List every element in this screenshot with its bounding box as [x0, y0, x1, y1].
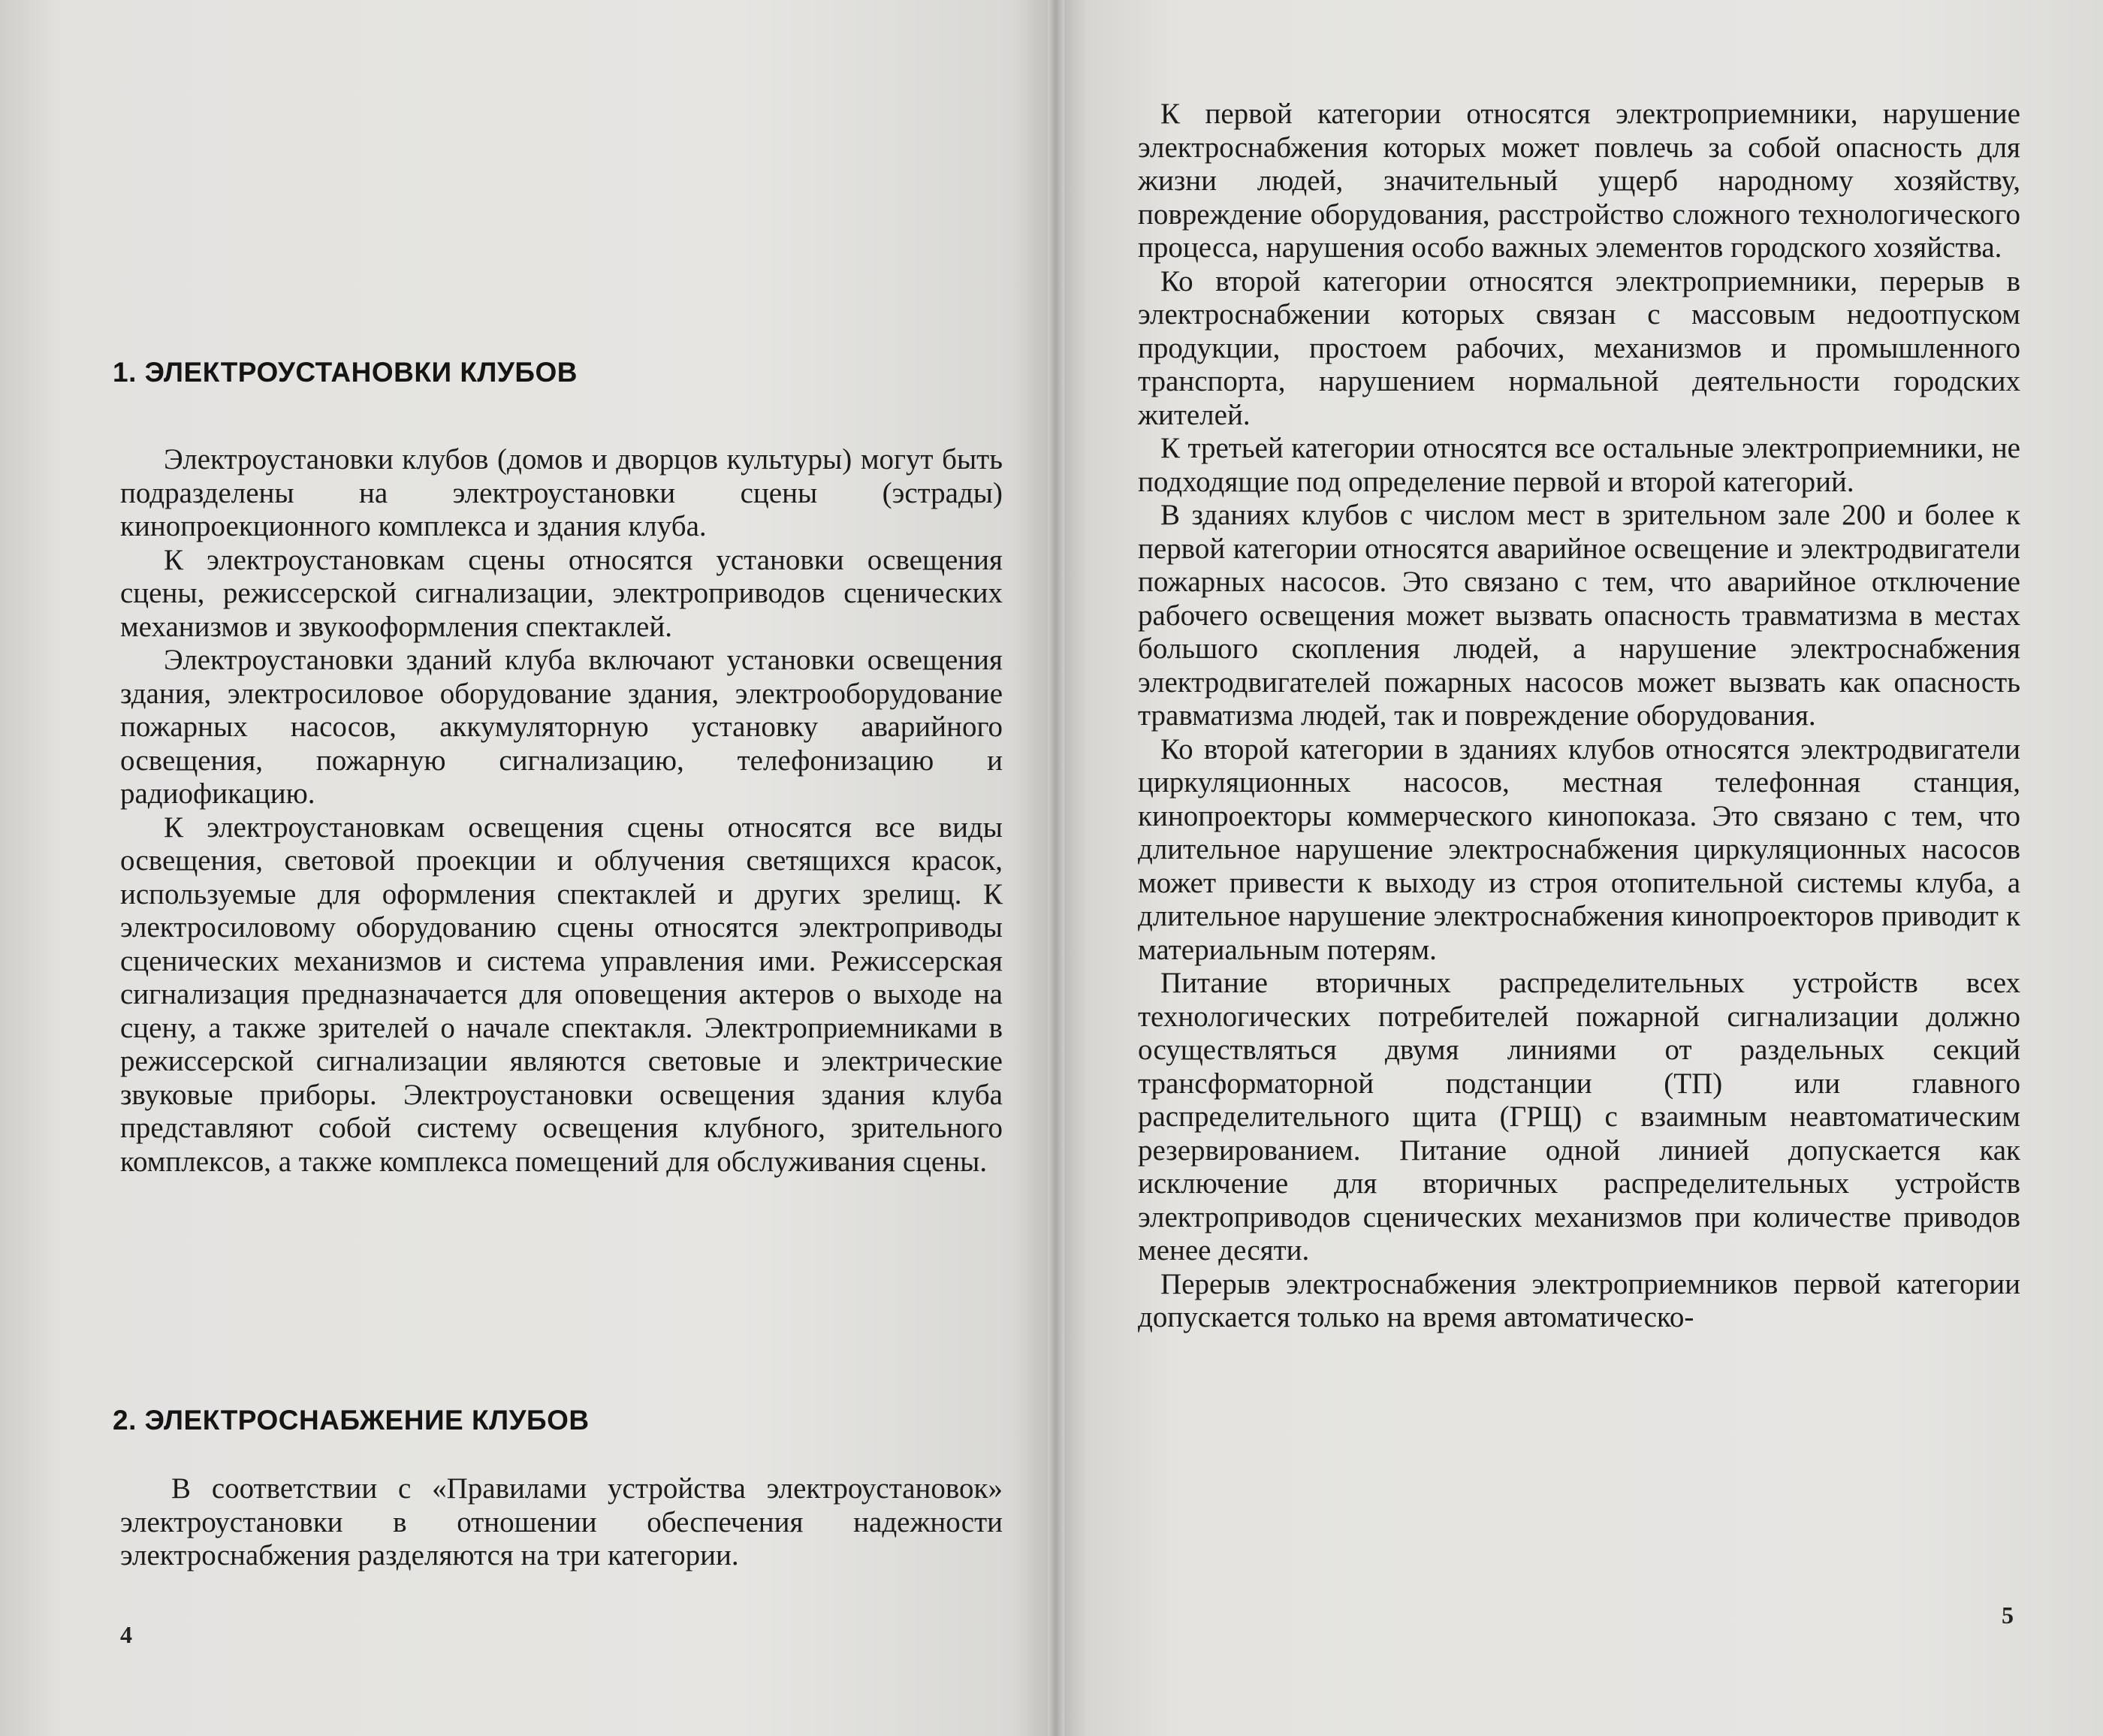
book-gutter: [1048, 0, 1064, 1736]
paragraph: В соответствии с «Правилами устройства электроустановок» электроустановки в отношении обеспечения надежности электроснабжения разделяются на три категории.: [120, 1472, 1003, 1571]
right-text-column: [1138, 98, 2020, 1335]
paragraph: Электроустановки зданий клуба включают установки освещения здания, электросиловое оборудование здания, электрооборудование пожарных насосов, аккумуляторную установку аварийного освещения, пожарную сигнализацию, телефонизацию и радиофикацию.: [120, 644, 1003, 810]
paragraph: К третьей категории относятся все остальные электроприемники, не подходящие под определение первой и второй категорий.: [1138, 432, 2020, 498]
right-page: [1055, 0, 2103, 1736]
page-number: 4: [120, 1621, 132, 1648]
left-text-column-a: [120, 443, 1003, 1179]
paragraph: Ко второй категории в зданиях клубов относятся электродвигатели циркуляционных насосов, местная телефонная станция, кинопроекторы коммерческого кинопоказа. Это связано с тем, что длительное нарушение электроснабжения циркуляционных насосов может привести к выходу из строя отопительной системы клуба, а длительное нарушение электроснабжения кинопроекторов приводит к материальным потерям.: [1138, 732, 2020, 966]
page-number: 5: [2002, 1602, 2014, 1629]
paragraph: Электроустановки клубов (домов и дворцов культуры) могут быть подразделены на электроустановки сцены (эстрады) кинопроекционного комплекса и здания клуба.: [120, 443, 1003, 542]
paragraph: К электроустановкам сцены относятся установки освещения сцены, режиссерской сигнализации, электроприводов сценических механизмов и звукооформления спектаклей.: [120, 543, 1003, 643]
left-text-column-b: [120, 1472, 1003, 1573]
section-heading-1: 1. ЭЛЕКТРОУСТАНОВКИ КЛУБОВ: [113, 357, 578, 388]
paragraph: К первой категории относятся электроприемники, нарушение электроснабжения которых может повлечь за собой опасность для жизни людей, значительный ущерб народному хозяйству, повреждение оборудования, расстройство сложного технологического процесса, нарушения особо важных элементов городского хозяйства.: [1138, 98, 2020, 264]
paragraph: Питание вторичных распределительных устройств всех технологических потребителей пожарной сигнализации должно осуществляться двумя линиями от раздельных секций трансформаторной подстанции (ТП) или главного распределительного щита (ГРЩ) с взаимным неавтоматическим резервированием. Питание одной линией допускается как исключение для вторичных распределительных устройств электроприводов сценических механизмов при количестве приводов менее десяти.: [1138, 967, 2020, 1267]
paragraph: Ко второй категории относятся электроприемники, перерыв в электроснабжении которых связан с массовым недоотпуском продукции, простоем рабочих, механизмов и промышленного транспорта, нарушением нормальной деятельности городских жителей.: [1138, 264, 2020, 431]
section-heading-2: 2. ЭЛЕКТРОСНАБЖЕНИЕ КЛУБОВ: [113, 1405, 590, 1436]
paragraph: Перерыв электроснабжения электроприемников первой категории допускается только на время автоматическо-: [1138, 1267, 2020, 1333]
paragraph: К электроустановкам освещения сцены относятся все виды освещения, световой проекции и облучения светящихся красок, используемые для оформления спектаклей и других зрелищ. К электросиловому оборудованию сцены относятся электроприводы сценических механизмов и система управления ими. Режиссерская сигнализация предназначается для оповещения актеров о выходе на сцену, а также зрителей о начале спектакля. Электроприемниками в режиссерской сигнализации являются световые и электрические звуковые приборы. Электроустановки освещения здания клуба представляют собой систему освещения клубного, зрительного комплексов, а также комплекса помещений для обслуживания сцены.: [120, 811, 1003, 1178]
paragraph: В зданиях клубов с числом мест в зрительном зале 200 и более к первой категории относятся аварийное освещение и электродвигатели пожарных насосов. Это связано с тем, что аварийное отключение рабочего освещения может вызвать опасность травматизма в местах большого скопления людей, а нарушение электроснабжения электродвигателей пожарных насосов может вызвать как опасность травматизма людей, так и повреждение оборудования.: [1138, 499, 2020, 732]
